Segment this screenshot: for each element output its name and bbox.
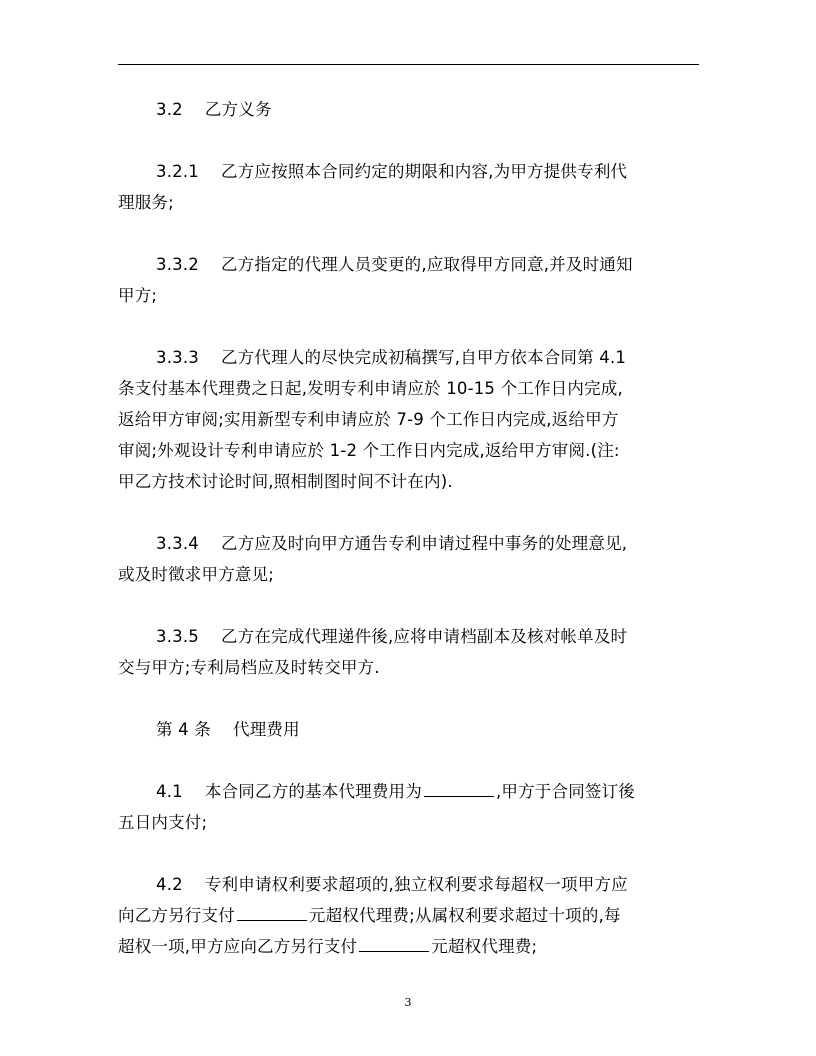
header-rule <box>118 64 699 65</box>
fee-blank-field[interactable] <box>424 782 494 797</box>
clause-number: 4.1 <box>156 782 183 801</box>
fee-blank-field[interactable] <box>359 937 429 952</box>
clause-text-line: 甲乙方技术讨论时间,照相制图时间不计在内). <box>118 472 453 491</box>
clause-3-3-2 <box>118 249 699 311</box>
clause-text: ,甲方于合同签订後 <box>495 782 635 801</box>
article-number: 第 4 条 <box>156 720 211 739</box>
clause-number: 3.2.1 <box>156 162 199 181</box>
clause-text: 超权一项,甲方应向乙方另行支付 <box>118 937 358 956</box>
clause-number: 3.3.2 <box>156 255 199 274</box>
clause-text-line: 乙方在完成代理递件後,应将申请档副本及核对帐单及时 <box>220 627 628 646</box>
page-number: 3 <box>404 996 412 1009</box>
clause-3-3-3 <box>118 342 699 497</box>
clause-text-line: 乙方应按照本合同约定的期限和内容,为甲方提供专利代 <box>220 162 628 181</box>
clause-text: 本合同乙方的基本代理费用为 <box>204 782 422 801</box>
clause-text-line: 五日内支付; <box>118 813 208 832</box>
clause-4-1 <box>118 776 699 838</box>
clause-3-3-5 <box>118 621 699 683</box>
clause-3-2 <box>118 94 699 125</box>
clause-heading: 乙方义务 <box>204 100 272 119</box>
document-body <box>118 94 699 962</box>
clause-number: 4.2 <box>156 875 183 894</box>
clause-text-line: 乙方指定的代理人员变更的,应取得甲方同意,并及时通知 <box>220 255 633 274</box>
clause-text-line: 乙方应及时向甲方通告专利申请过程中事务的处理意见, <box>220 534 628 553</box>
article-heading: 代理费用 <box>233 720 300 739</box>
clause-number: 3.3.3 <box>156 348 199 367</box>
clause-text-line: 返给甲方审阅;实用新型专利申请应於 7-9 个工作日内完成,返给甲方 <box>118 410 619 429</box>
clause-text-line: 审阅;外观设计专利申请应於 1-2 个工作日内完成,返给甲方审阅.(注: <box>118 441 620 460</box>
clause-text: 元超权代理费; <box>431 937 538 956</box>
clause-text-line: 或及时徵求甲方意见; <box>118 565 275 584</box>
clause-number: 3.3.4 <box>156 534 199 553</box>
clause-text-line: 甲方; <box>118 286 158 305</box>
clause-text-line: 理服务; <box>118 193 174 212</box>
clause-3-2-1 <box>118 156 699 218</box>
clause-text-line: 交与甲方;专利局档应及时转交甲方. <box>118 658 380 677</box>
clause-text: 元超权代理费;从属权利要求超过十项的,每 <box>308 906 621 925</box>
fee-blank-field[interactable] <box>237 906 307 921</box>
clause-text: 向乙方另行支付 <box>118 906 235 925</box>
clause-4-2 <box>118 869 699 962</box>
clause-number: 3.3.5 <box>156 627 199 646</box>
clause-text-line: 专利申请权利要求超项的,独立权利要求每超权一项甲方应 <box>204 875 628 894</box>
clause-3-3-4 <box>118 528 699 590</box>
clause-text-line: 乙方代理人的尽快完成初稿撰写,自甲方依本合同第 4.1 <box>220 348 627 367</box>
clause-text-line: 条支付基本代理费之日起,发明专利申请应於 10-15 个工作日内完成, <box>118 379 623 398</box>
clause-number: 3.2 <box>156 100 183 119</box>
article-4 <box>118 714 699 745</box>
